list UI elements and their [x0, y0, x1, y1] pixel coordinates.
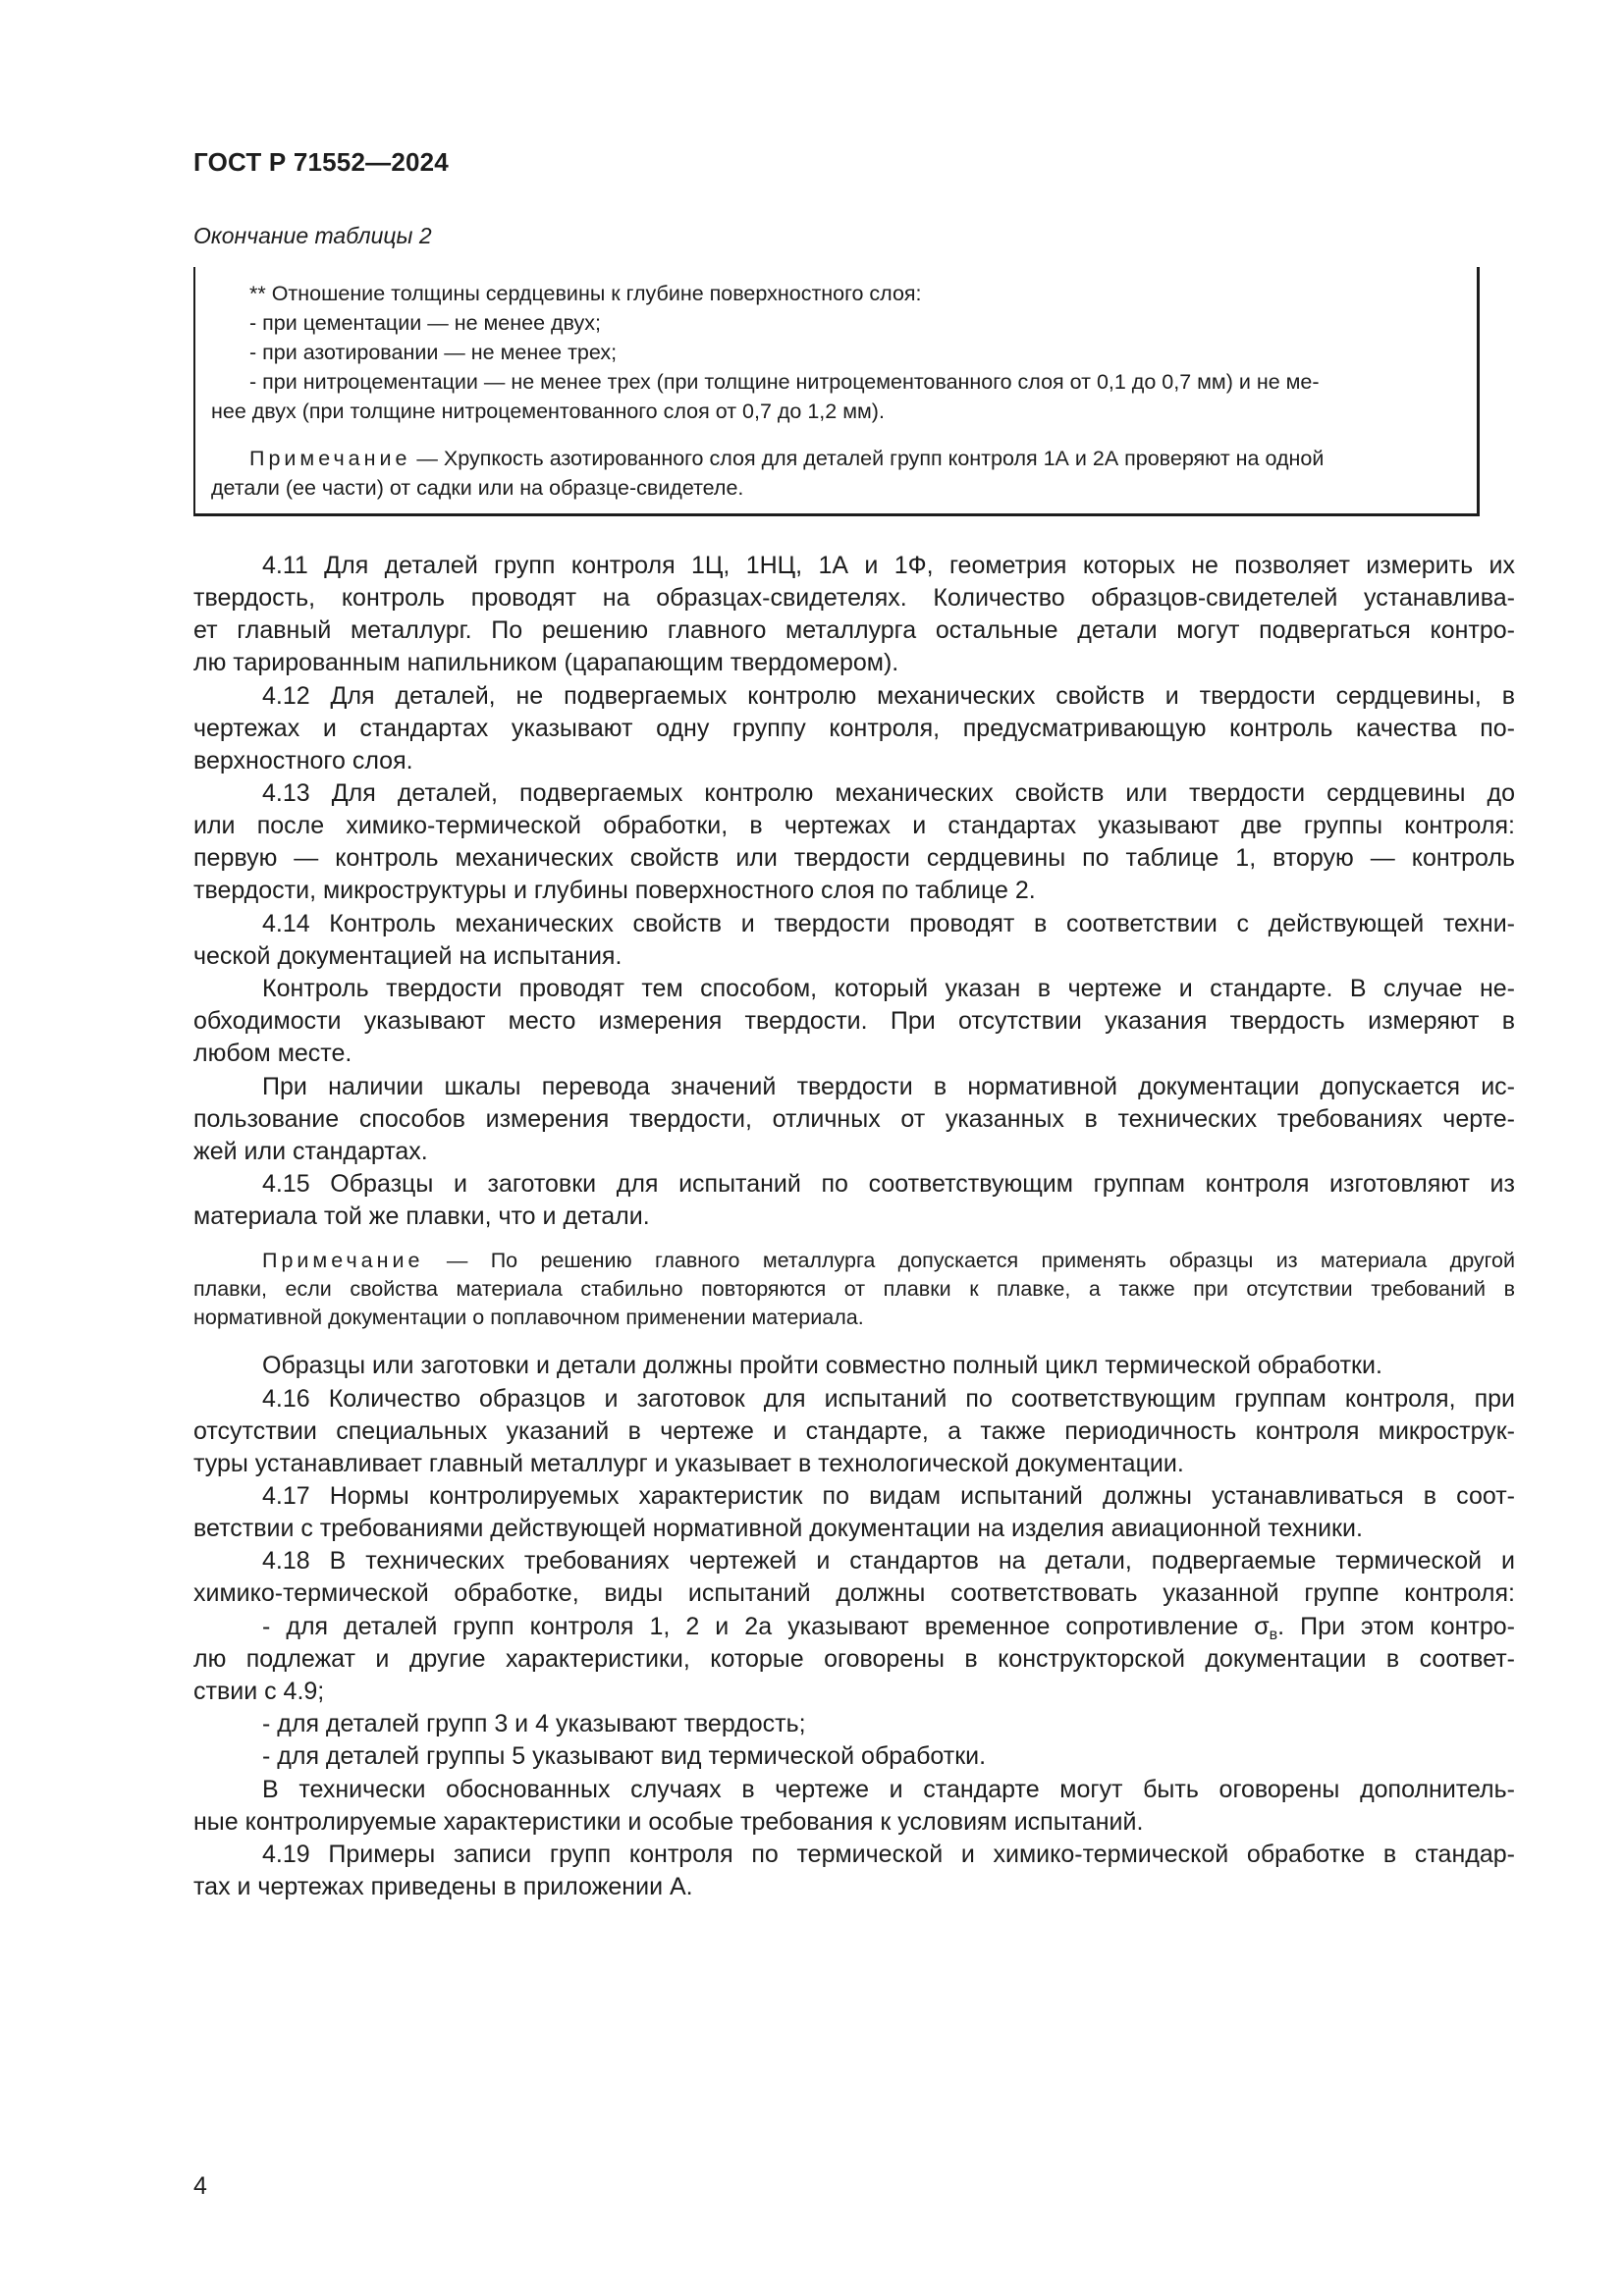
- paragraph-line: 4.18 В технических требованиях чертежей и стандартов на детали, подвергаемые термической и: [262, 1547, 1515, 1575]
- list-item-text: . При этом контро-: [1277, 1613, 1516, 1640]
- paragraph-line: При наличии шкалы перевода значений твердости в нормативной документации допускается ис-: [262, 1073, 1515, 1100]
- paragraph-line: или после химико-термической обработки, в чертежах и стандартах указывают две группы контроля:: [193, 812, 1515, 839]
- paragraph-line: ческой документацией на испытания.: [193, 942, 623, 970]
- paragraph-line: обходимости указывают место измерения твердости. При отсутствии указания твердость измеряют в: [193, 1007, 1515, 1035]
- paragraph-line: ветствии с требованиями действующей нормативной документации на изделия авиационной техники.: [193, 1515, 1363, 1542]
- paragraph-line: туры устанавливает главный металлург и указывает в технологической документации.: [193, 1450, 1184, 1477]
- paragraph-line: 4.14 Контроль механических свойств и твердости проводят в соответствии с действующей техни-: [262, 910, 1515, 937]
- paragraph-line: материала той же плавки, что и детали.: [193, 1202, 650, 1230]
- table-footnote-line: - при нитроцементации — не менее трех (при толщине нитроцементованного слоя от 0,1 до 0,7 мм) и не ме-: [249, 370, 1320, 394]
- paragraph-line: лю тарированным напильником (царапающим твердомером).: [193, 649, 899, 676]
- page-number: 4: [193, 2172, 207, 2200]
- table-footnote-line: нее двух (при толщине нитроцементованного слоя от 0,7 до 1,2 мм).: [211, 400, 885, 423]
- paragraph-line: жей или стандартах.: [193, 1138, 428, 1165]
- paragraph-line: отсутствии специальных указаний в чертеже и стандарте, а также периодичность контроля микрострук-: [193, 1417, 1515, 1445]
- paragraph-line: первую — контроль механических свойств или твердости сердцевины по таблице 1, вторую — контроль: [193, 844, 1515, 872]
- document-header: ГОСТ Р 71552—2024: [193, 147, 449, 177]
- table-footnote-line: ** Отношение толщины сердцевины к глубине поверхностного слоя:: [249, 282, 922, 305]
- note-line: нормативной документации о поплавочном применении материала.: [193, 1306, 864, 1329]
- paragraph-line: любом месте.: [193, 1040, 352, 1067]
- note-text: — Хрупкость азотированного слоя для деталей групп контроля 1А и 2А проверяют на одной: [410, 447, 1325, 470]
- paragraph-line: чертежах и стандартах указывают одну группу контроля, предусматривающую контроль качества по-: [193, 715, 1515, 742]
- paragraph-line: 4.17 Нормы контролируемых характеристик по видам испытаний должны устанавливаться в соот-: [262, 1482, 1515, 1510]
- paragraph-line: ствии с 4.9;: [193, 1678, 325, 1705]
- note-line: [262, 1247, 1515, 1275]
- table-note-line: детали (ее части) от садки или на образце-свидетеле.: [211, 476, 744, 500]
- list-item: - для деталей групп 3 и 4 указывают твердость;: [262, 1710, 806, 1737]
- paragraph-line: 4.13 Для деталей, подвергаемых контролю механических свойств или твердости сердцевины до: [262, 779, 1515, 807]
- list-item: - для деталей группы 5 указывают вид термической обработки.: [262, 1742, 987, 1770]
- paragraph-line: 4.12 Для деталей, не подвергаемых контролю механических свойств и твердости сердцевины, в: [262, 682, 1515, 710]
- table-2-continuation: [193, 267, 1480, 516]
- paragraph-line: ные контролируемые характеристики и особые требования к условиям испытаний.: [193, 1808, 1144, 1836]
- paragraph-line: 4.11 Для деталей групп контроля 1Ц, 1НЦ, 1А и 1Ф, геометрия которых не позволяет измерить их: [262, 552, 1515, 579]
- note-line: плавки, если свойства материала стабильно повторяются от плавки к плавке, а также при отсутствии требований в: [193, 1277, 1515, 1301]
- note-label: Примечание: [249, 447, 411, 470]
- paragraph-line: верхностного слоя.: [193, 747, 413, 774]
- paragraph-line: ет главный металлург. По решению главного металлурга остальные детали могут подвергаться контро-: [193, 616, 1515, 644]
- list-item-text: - для деталей групп контроля 1, 2 и 2а указывают временное сопротивление σ: [262, 1613, 1270, 1640]
- paragraph-line: 4.16 Количество образцов и заготовок для испытаний по соответствующим группам контроля, при: [262, 1385, 1515, 1413]
- paragraph-line: твердость, контроль проводят на образцах-свидетелях. Количество образцов-свидетелей устанавлива-: [193, 584, 1515, 612]
- paragraph-line: 4.19 Примеры записи групп контроля по термической и химико-термической обработке в стандар-: [262, 1841, 1515, 1868]
- paragraph-line: тах и чертежах приведены в приложении А.: [193, 1873, 693, 1900]
- note-text: — По решению главного металлурга допускается применять образцы из материала другой: [423, 1249, 1515, 1272]
- paragraph-line: пользование способов измерения твердости, отличных от указанных в технических требованиях черте-: [193, 1105, 1515, 1133]
- paragraph-line: 4.15 Образцы и заготовки для испытаний по соответствующим группам контроля изготовляют из: [262, 1170, 1515, 1198]
- paragraph-line: твердости, микроструктуры и глубины поверхностного слоя по таблице 2.: [193, 877, 1036, 904]
- sigma-subscript: в: [1269, 1627, 1278, 1643]
- paragraph-line: Образцы или заготовки и детали должны пройти совместно полный цикл термической обработки.: [262, 1352, 1382, 1379]
- paragraph-line: В технически обоснованных случаях в чертеже и стандарте могут быть оговорены дополнитель-: [262, 1776, 1515, 1803]
- table-caption: Окончание таблицы 2: [193, 223, 432, 248]
- table-footnote-line: - при цементации — не менее двух;: [249, 311, 601, 335]
- paragraph-line: лю подлежат и другие характеристики, которые оговорены в конструкторской документации в соответ-: [193, 1645, 1515, 1673]
- note-label: Примечание: [262, 1249, 424, 1272]
- paragraph-line: Контроль твердости проводят тем способом, который указан в чертеже и стандарте. В случае не-: [262, 975, 1515, 1002]
- paragraph-line: химико-термической обработке, виды испытаний должны соответствовать указанной группе контроля:: [193, 1579, 1515, 1607]
- table-note-line: [249, 444, 1324, 473]
- table-footnote-line: - при азотировании — не менее трех;: [249, 341, 618, 364]
